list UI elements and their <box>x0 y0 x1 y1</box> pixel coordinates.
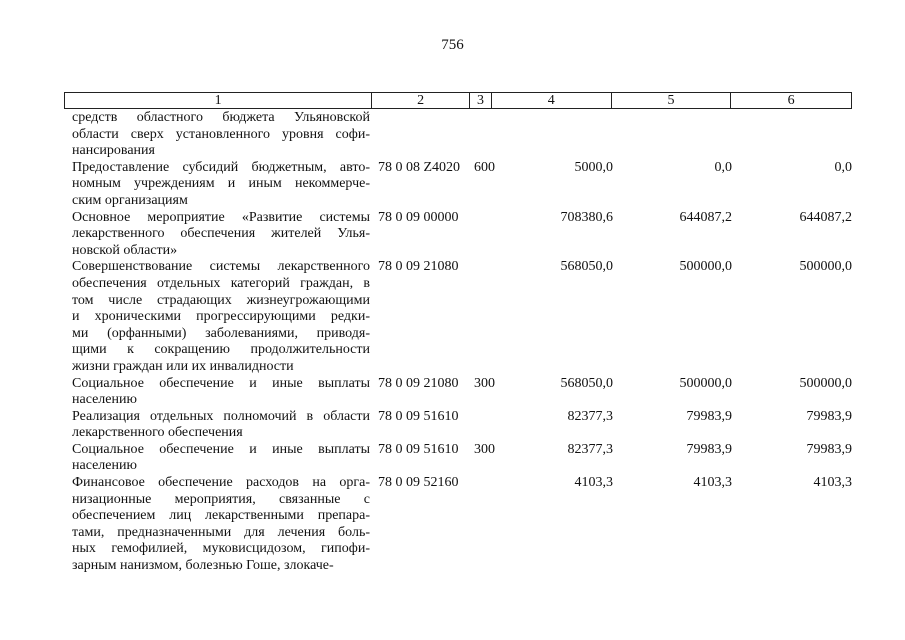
description-line: зарным нанизмом, болезнью Гоше, злокаче- <box>72 558 334 574</box>
description-line: новской области» <box>72 242 178 258</box>
description-line: жизни граждан или их инвалидности <box>72 358 294 374</box>
row-description <box>72 259 370 375</box>
amount-col-6: 500000,0 <box>799 259 852 275</box>
table-row <box>64 110 854 160</box>
description-line: населению <box>72 392 137 408</box>
classification-code: 78 0 09 21080 <box>378 375 459 391</box>
page-number: 756 <box>441 37 464 53</box>
amount-col-6: 4103,3 <box>813 475 852 491</box>
row-description <box>72 475 370 575</box>
expense-type-code: 600 <box>474 159 495 175</box>
amount-col-6: 79983,9 <box>806 408 852 424</box>
amount-col-5: 500000,0 <box>679 375 732 391</box>
row-description <box>72 110 370 160</box>
classification-code: 78 0 09 51610 <box>378 408 459 424</box>
expense-type-code: 300 <box>474 441 495 457</box>
column-header-3: 3 <box>470 93 492 108</box>
amount-col-4: 5000,0 <box>574 159 613 175</box>
amount-col-5: 4103,3 <box>693 475 732 491</box>
description-line: лекарственного обеспечения жителей Улья- <box>72 226 370 242</box>
amount-col-5: 500000,0 <box>679 259 732 275</box>
table-row <box>64 376 854 409</box>
description-line: номным учреждениям и иным некоммерче- <box>72 176 370 192</box>
classification-code: 78 0 09 51610 <box>378 441 459 457</box>
description-line: Совершенствование системы лекарственного <box>72 259 370 275</box>
column-header-4: 4 <box>492 93 612 108</box>
budget-table-body <box>64 110 854 575</box>
table-row <box>64 210 854 260</box>
amount-col-6: 500000,0 <box>799 375 852 391</box>
description-line: нансирования <box>72 143 155 159</box>
description-line: тами, предназначенными для лечения боль- <box>72 524 370 540</box>
description-line: и хроническими прогрессирующими редки- <box>72 309 370 325</box>
amount-col-4: 568050,0 <box>560 259 613 275</box>
row-description <box>72 210 370 260</box>
description-line: ных гемофилией, муковисцидозом, гипофи- <box>72 541 370 557</box>
amount-col-4: 82377,3 <box>567 441 613 457</box>
description-line: обеспечения отдельных категорий граждан, в <box>72 275 370 291</box>
description-line: щими к сокращению продолжительности <box>72 342 370 358</box>
description-line: низационные мероприятия, связанные с <box>72 491 370 507</box>
amount-col-4: 4103,3 <box>574 475 613 491</box>
classification-code: 78 0 08 Z4020 <box>378 159 461 175</box>
description-line: Финансовое обеспечение расходов на орга- <box>72 475 370 491</box>
description-line: ми (орфанными) заболеваниями, приводя- <box>72 325 370 341</box>
table-row <box>64 259 854 375</box>
table-row <box>64 475 854 575</box>
description-line: ским организациям <box>72 192 188 208</box>
table-row <box>64 160 854 210</box>
description-line: средств областного бюджета Ульяновской <box>72 110 370 125</box>
column-header-5: 5 <box>612 93 732 108</box>
description-line: том числе страдающих жизнеугрожающими <box>72 292 370 308</box>
amount-col-6: 644087,2 <box>799 209 852 225</box>
classification-code: 78 0 09 00000 <box>378 209 459 225</box>
amount-col-6: 0,0 <box>834 159 852 175</box>
amount-col-5: 644087,2 <box>679 209 732 225</box>
classification-code: 78 0 09 52160 <box>378 475 459 491</box>
expense-type-code: 300 <box>474 375 495 391</box>
description-line: лекарственного обеспечения <box>72 425 243 441</box>
description-line: области сверх установленного уровня софи- <box>72 126 370 142</box>
table-row <box>64 409 854 442</box>
column-header-1: 1 <box>65 93 372 108</box>
column-header-6: 6 <box>787 93 795 108</box>
amount-col-6: 79983,9 <box>806 441 852 457</box>
description-line: Социальное обеспечение и иные выплаты <box>72 375 370 391</box>
classification-code: 78 0 09 21080 <box>378 259 459 275</box>
description-line: Основное мероприятие «Развитие системы <box>72 209 370 225</box>
description-line: обеспечением лиц лекарственными препара- <box>72 508 370 524</box>
row-description <box>72 160 370 210</box>
row-description <box>72 409 370 442</box>
description-line: Предоставление субсидий бюджетным, авто- <box>72 159 370 175</box>
amount-col-4: 568050,0 <box>560 375 613 391</box>
amount-col-5: 0,0 <box>714 159 732 175</box>
table-header <box>64 92 852 109</box>
amount-col-5: 79983,9 <box>686 408 732 424</box>
column-header-2: 2 <box>372 93 470 108</box>
description-line: Социальное обеспечение и иные выплаты <box>72 441 370 457</box>
table-row <box>64 442 854 475</box>
description-line: населению <box>72 458 137 474</box>
row-description <box>72 442 370 475</box>
description-line: Реализация отдельных полномочий в области <box>72 408 370 424</box>
amount-col-5: 79983,9 <box>686 441 732 457</box>
amount-col-4: 82377,3 <box>567 408 613 424</box>
row-description <box>72 376 370 409</box>
amount-col-4: 708380,6 <box>560 209 613 225</box>
